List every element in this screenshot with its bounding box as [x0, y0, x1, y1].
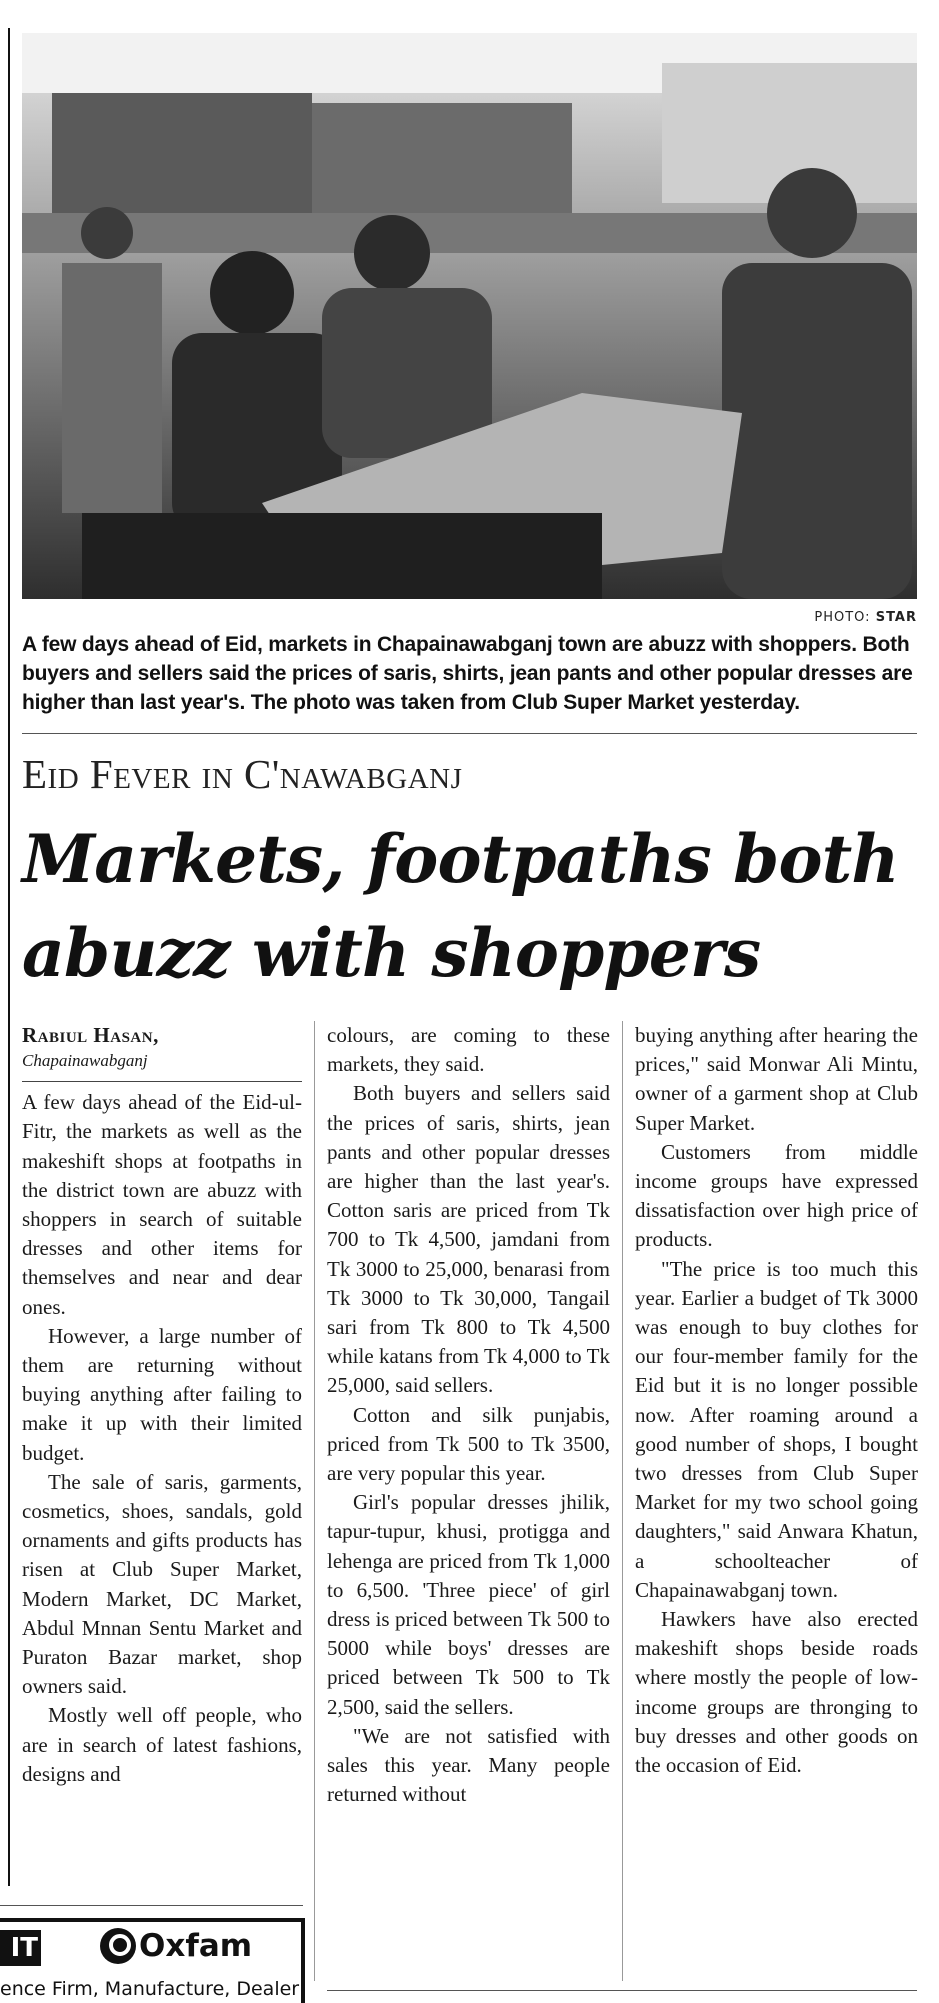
ad-brand-name: Oxfam	[139, 1928, 253, 1964]
footer-divider	[0, 1905, 303, 1906]
article-paragraph: However, a large number of them are returning without buying anything after failing to make it up with their limited budget.	[22, 1323, 302, 1465]
ad-tagline: ence Firm, Manufacture, Dealer	[0, 1978, 300, 2000]
article-paragraph-continued: colours, are coming to these markets, they said.	[327, 1023, 610, 1077]
article-paragraph: "The price is too much this year. Earlier a budget of Tk 3000 was enough to buy clothes for our four-member family for the Eid but it is no longer possible now. After roaming around a good number of shops, I bought two dresses from Club Super Market for my two school going daughters," said Anwara Khatun, a schoolteacher of Chapainawabganj town.	[635, 1256, 918, 1602]
article-paragraph: The sale of saris, garments, cosmetics, shoes, sandals, gold ornaments and gifts products has risen at Club Super Market, Modern Market, DC Market, Abdul Mnnan Sentu Market and Puraton Bazar market, shop owners said.	[22, 1469, 302, 1699]
byline-divider	[22, 1081, 302, 1082]
ad-left-text: IT	[0, 1930, 41, 1966]
byline-author: Rabiul Hasan,	[22, 1023, 159, 1047]
footer-divider	[327, 1990, 917, 1991]
photo-credit-source: STAR	[875, 610, 917, 625]
advertisement[interactable]	[0, 1918, 305, 2003]
article-paragraph: Customers from middle income groups have expressed dissatisfaction over high price of products.	[635, 1139, 918, 1252]
photo-credit-label: PHOTO:	[814, 610, 871, 625]
column-divider	[314, 1021, 315, 1981]
caption-divider	[22, 733, 917, 734]
photo-caption: A few days ahead of Eid, markets in Chapainawabganj town are abuzz with shoppers. Both buyers and sellers said the prices of saris, shirts, jean pants and other popular dresses are higher than last year's. The photo was taken from Club Super Market yesterday.	[22, 633, 913, 714]
article-column-3	[635, 1021, 918, 1780]
column-divider	[622, 1021, 623, 1981]
article-paragraph: Both buyers and sellers said the prices of saris, shirts, jean pants and other popular dresses are higher than the last year's. Cotton saris are priced from Tk 700 to Tk 4,500, jamdani from Tk 3000 to 25,000, benarasi from Tk 3000 to Tk 30,000, Tangail sari from Tk 800 to Tk 4,500 while katans from Tk 4,000 to Tk 25,000, said sellers.	[327, 1081, 610, 1398]
article-paragraph: "We are not satisfied with sales this year. Many people returned without	[327, 1723, 610, 1807]
article-column-1	[22, 1021, 302, 1789]
article-paragraph: Hawkers have also erected makeshift shops beside roads where mostly the people of low-income groups are thronging to buy dresses and other goods on the occasion of Eid.	[635, 1607, 918, 1778]
market-photo-image	[22, 33, 917, 599]
page-border-rule	[0, 28, 10, 1886]
article-paragraph: A few days ahead of the Eid-ul-Fitr, the markets as well as the makeshift shops at footpaths in the district town are abuzz with shoppers in search of suitable dresses and other items for themselves and near and dear ones.	[22, 1090, 302, 1319]
main-headline: Markets, footpaths both abuzz with shoppers	[22, 820, 899, 992]
market-photo	[22, 33, 917, 599]
article-paragraph-continued: buying anything after hearing the prices," said Monwar Ali Mintu, owner of a garment shop at Club Super Market.	[635, 1023, 918, 1135]
byline-location: Chapainawabganj	[22, 1051, 148, 1071]
photo-credit	[814, 610, 917, 625]
kicker-headline: Eid Fever in C'nawabganj	[22, 751, 463, 797]
oxfam-logo	[100, 1928, 252, 1964]
oxfam-logo-icon	[100, 1928, 136, 1964]
article-paragraph: Cotton and silk punjabis, priced from Tk 500 to Tk 3500, are very popular this year.	[327, 1402, 610, 1486]
article-paragraph: Girl's popular dresses jhilik, tapur-tupur, khusi, protigga and lehenga are priced from Tk 1,000 to 6,500. 'Three piece' of girl dress is priced between Tk 500 to 5000 while boys' dresses are priced between Tk 500 to Tk 2,500, said the sellers.	[327, 1490, 610, 1719]
article-column-2	[327, 1021, 610, 1809]
article-paragraph: Mostly well off people, who are in search of latest fashions, designs and	[22, 1703, 302, 1786]
